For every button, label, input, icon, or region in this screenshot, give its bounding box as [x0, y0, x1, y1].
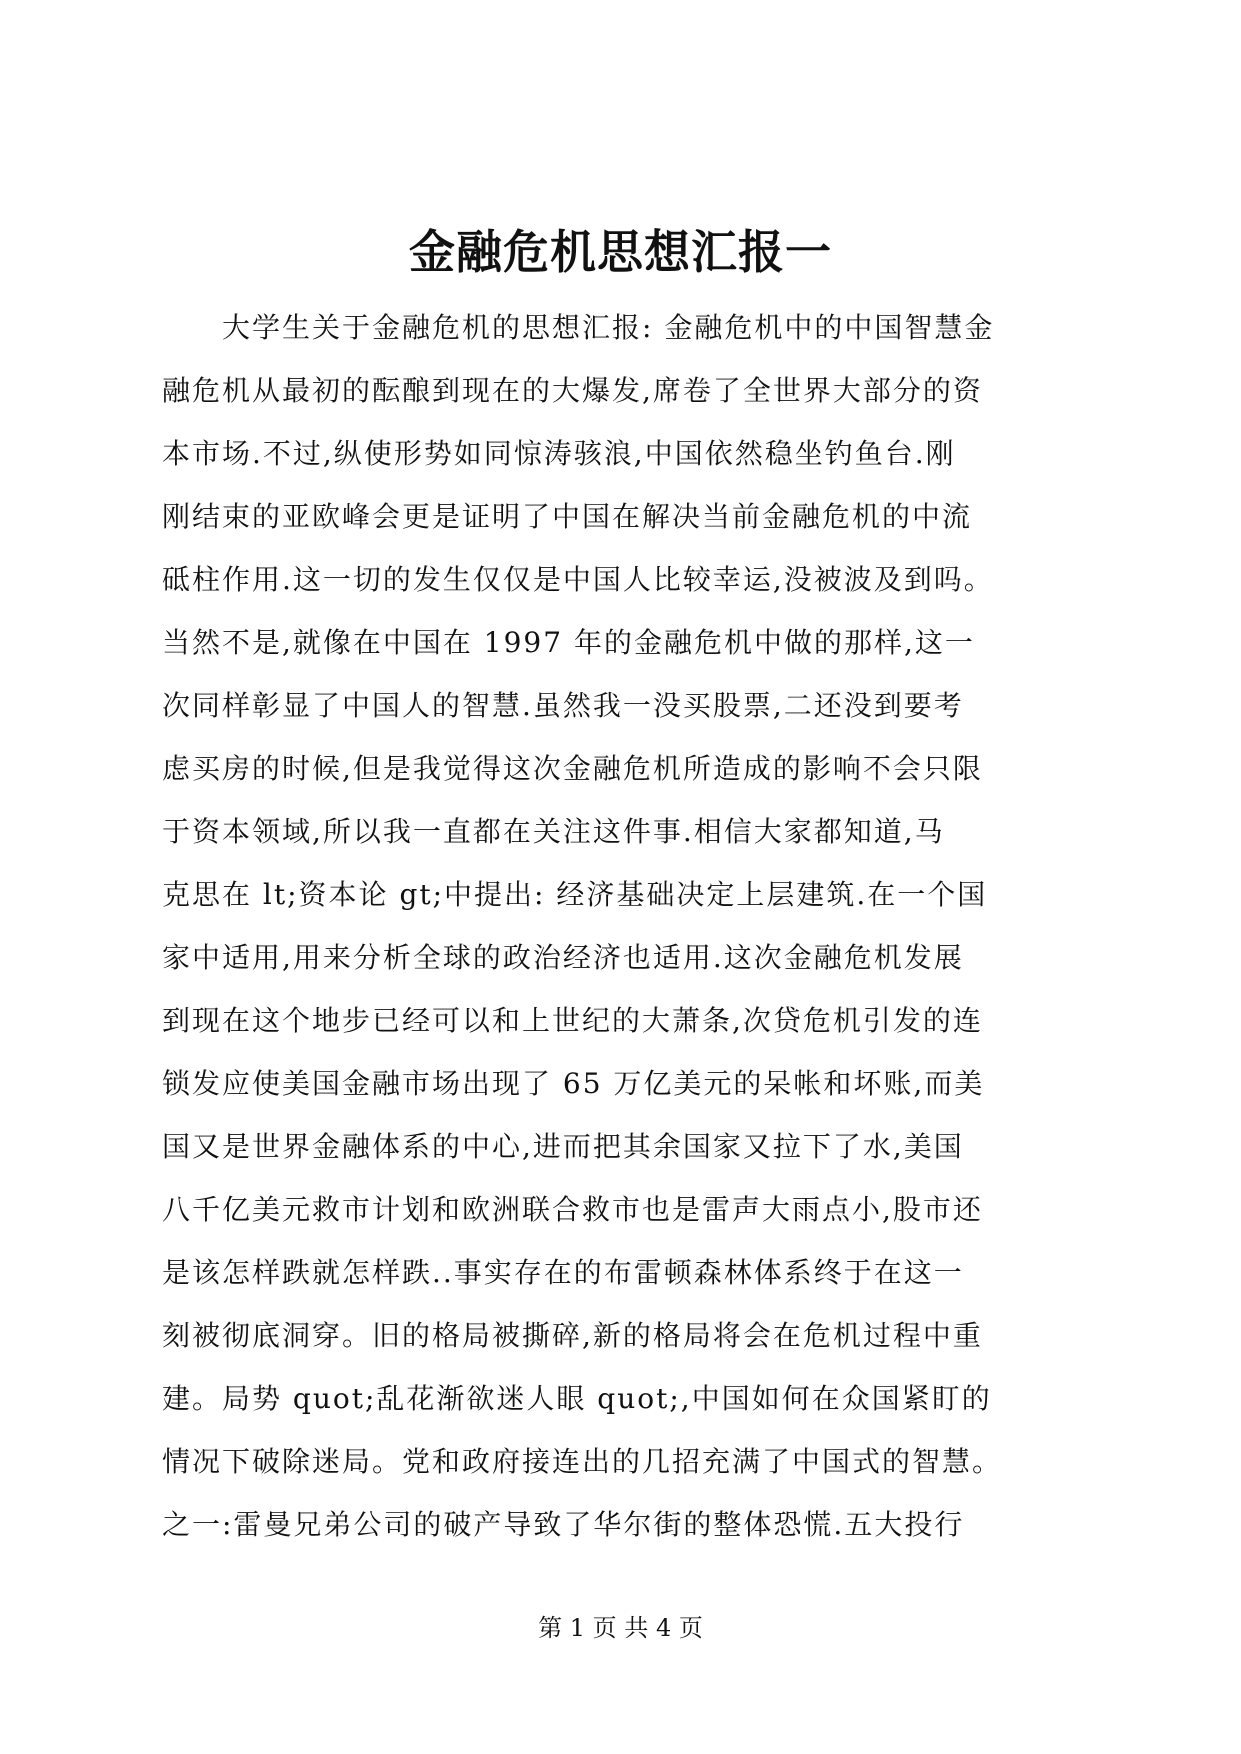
body-line: 锁发应使美国金融市场出现了 65 万亿美元的呆帐和坏账,而美: [162, 1067, 985, 1100]
page-footer: 第 1 页 共 4 页: [538, 1614, 703, 1642]
body-line: 本市场.不过,纵使形势如同惊涛骇浪,中国依然稳坐钓鱼台.刚: [162, 437, 956, 470]
body-line: 家中适用,用来分析全球的政治经济也适用.这次金融危机发展: [162, 941, 964, 974]
body-line: 刚结束的亚欧峰会更是证明了中国在解决当前金融危机的中流: [162, 500, 973, 533]
body-line: 虑买房的时候,但是我觉得这次金融危机所造成的影响不会只限: [162, 752, 983, 785]
document-title: 金融危机思想汇报一: [409, 225, 832, 279]
body-line: 之一:雷曼兄弟公司的破产导致了华尔街的整体恐慌.五大投行: [162, 1508, 965, 1541]
body-line: 刻被彻底洞穿。旧的格局被撕碎,新的格局将会在危机过程中重: [162, 1319, 983, 1352]
body-line: 国又是世界金融体系的中心,进而把其余国家又拉下了水,美国: [162, 1130, 964, 1163]
body-line: 建。局势 quot;乱花渐欲迷人眼 quot;,中国如何在众国紧盯的: [162, 1382, 992, 1415]
body-line: 次同样彰显了中国人的智慧.虽然我一没买股票,二还没到要考: [162, 689, 964, 722]
body-line: 于资本领域,所以我一直都在关注这件事.相信大家都知道,马: [162, 815, 945, 848]
body-line: 情况下破除迷局。党和政府接连出的几招充满了中国式的智慧。: [162, 1445, 1003, 1478]
body-line: 砥柱作用.这一切的发生仅仅是中国人比较幸运,没被波及到吗。: [162, 563, 994, 596]
body-line: 大学生关于金融危机的思想汇报: 金融危机中的中国智慧金: [162, 311, 995, 344]
body-line: 是该怎样跌就怎样跌..事实存在的布雷顿森林体系终于在这一: [162, 1256, 964, 1289]
body-line: 克思在 lt;资本论 gt;中提出: 经济基础决定上层建筑.在一个国: [162, 878, 988, 911]
body-line: 到现在这个地步已经可以和上世纪的大萧条,次贷危机引发的连: [162, 1004, 983, 1037]
body-line: 当然不是,就像在中国在 1997 年的金融危机中做的那样,这一: [162, 626, 975, 659]
body-line: 八千亿美元救市计划和欧洲联合救市也是雷声大雨点小,股市还: [162, 1193, 983, 1226]
document-body: [162, 296, 1080, 1556]
body-line: 融危机从最初的酝酿到现在的大爆发,席卷了全世界大部分的资: [162, 374, 983, 407]
